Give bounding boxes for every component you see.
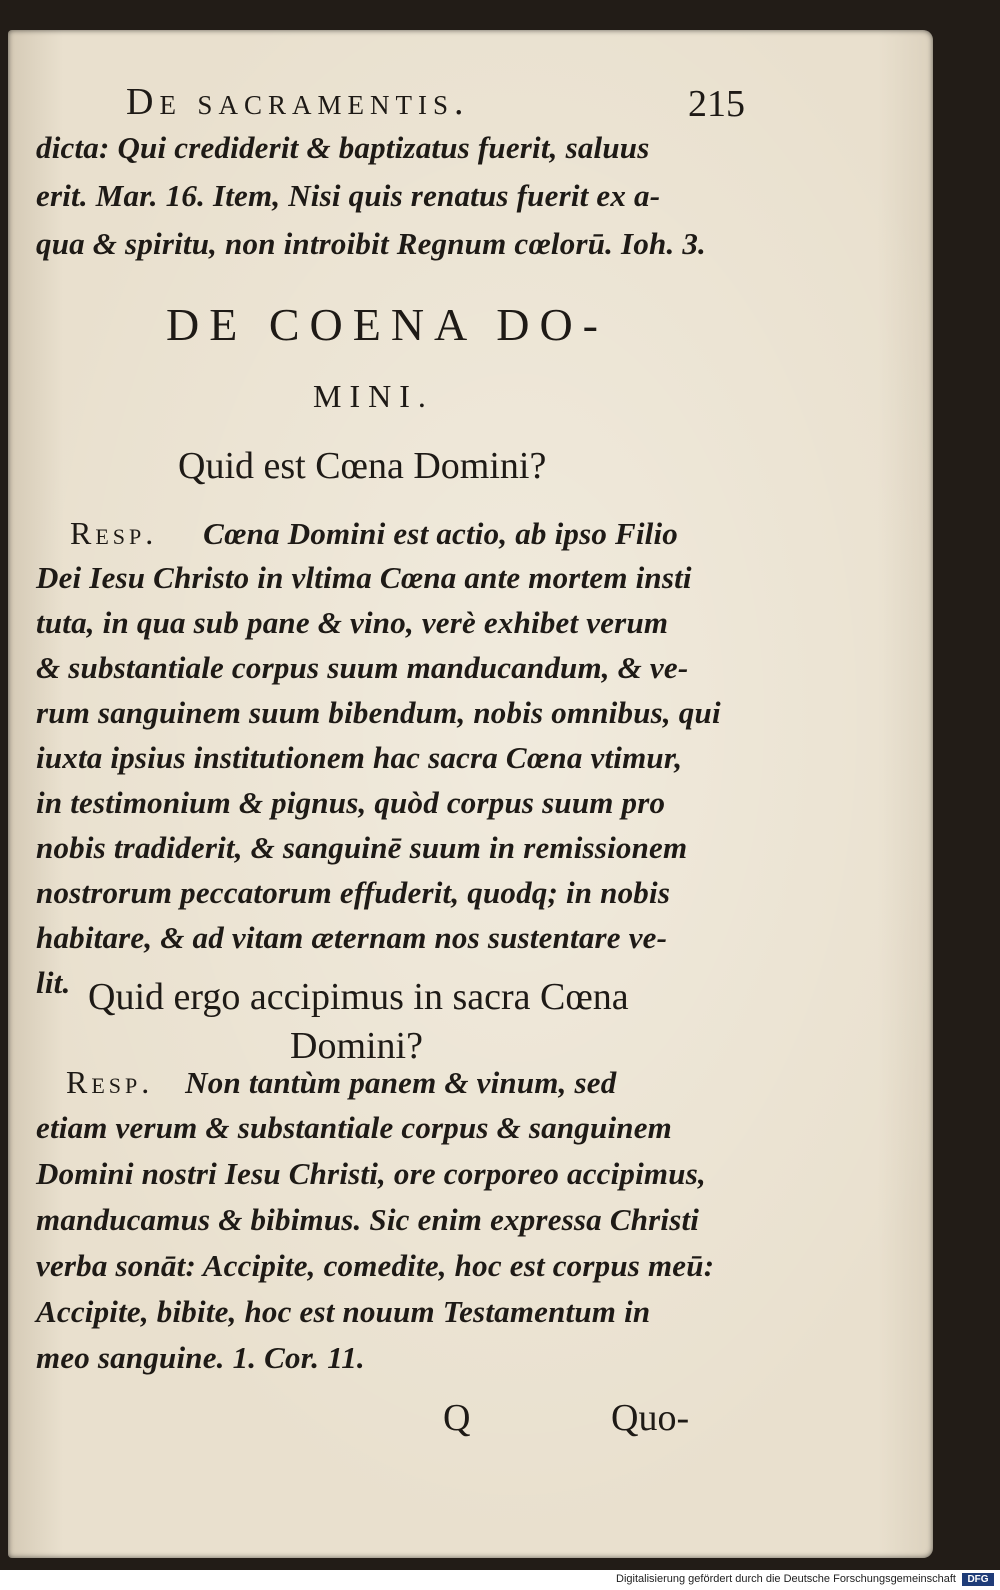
body-line: Accipite, bibite, hoc est nouum Testamentum in — [36, 1294, 651, 1329]
catchword: Quo- — [611, 1397, 690, 1439]
answer-first-line — [66, 1064, 616, 1101]
signature-mark: Q — [443, 1397, 471, 1439]
body-line: in testimonium & pignus, quòd corpus suum pro — [36, 785, 666, 820]
answer-text: Cœna Domini est actio, ab ipso Filio — [203, 516, 679, 551]
resp-label: Resp. — [70, 515, 158, 551]
body-line: habitare, & ad vitam æternam nos sustentare ve- — [36, 920, 668, 955]
body-line: nostrorum peccatorum effuderit, quodq; in nobis — [36, 875, 671, 910]
page-number: 215 — [688, 83, 745, 125]
answer-text: Non tantùm panem & vinum, sed — [185, 1065, 617, 1100]
question-heading: Quid est Cœna Domini? — [178, 445, 547, 487]
body-line: iuxta ipsius institutionem hac sacra Cœna vtimur, — [36, 740, 683, 775]
body-line: qua & spiritu, non introibit Regnum cœlorū. Ioh. 3. — [36, 226, 707, 261]
answer-first-line — [70, 515, 678, 552]
section-heading-cont: MINI. — [313, 378, 434, 414]
body-line: meo sanguine. 1. Cor. 11. — [36, 1340, 365, 1375]
body-line: manducamus & bibimus. Sic enim expressa Christi — [36, 1202, 700, 1237]
digitization-footer — [0, 1570, 1000, 1590]
body-line: etiam verum & substantiale corpus & sanguinem — [36, 1110, 672, 1145]
body-line: rum sanguinem suum bibendum, nobis omnibus, qui — [36, 695, 721, 730]
book-page — [8, 30, 933, 1558]
resp-label: Resp. — [66, 1064, 154, 1100]
section-heading: DE COENA DO- — [166, 299, 608, 350]
body-line: erit. Mar. 16. Item, Nisi quis renatus fuerit ex a- — [36, 178, 661, 213]
body-line: verba sonāt: Accipite, comedite, hoc est corpus meū: — [36, 1248, 715, 1283]
body-line: nobis tradiderit, & sanguinē suum in remissionem — [36, 830, 688, 865]
running-head: De sacramentis. — [126, 81, 470, 123]
body-line: Dei Iesu Christo in vltima Cœna ante mortem insti — [36, 560, 692, 595]
body-line: tuta, in qua sub pane & vino, verè exhibet verum — [36, 605, 669, 640]
question-heading-cont: Domini? — [290, 1025, 423, 1067]
body-line: dicta: Qui crediderit & baptizatus fuerit, saluus — [36, 130, 650, 165]
footer-credit: Digitalisierung gefördert durch die Deutsche Forschungsgemeinschaft — [616, 1573, 956, 1585]
body-line: Domini nostri Iesu Christi, ore corporeo accipimus, — [36, 1156, 706, 1191]
question-heading: Quid ergo accipimus in sacra Cœna — [88, 976, 629, 1018]
body-line: & substantiale corpus suum manducandum, & ve- — [36, 650, 689, 685]
dfg-logo-icon: DFG — [962, 1573, 994, 1586]
body-line: lit. — [36, 965, 71, 1000]
